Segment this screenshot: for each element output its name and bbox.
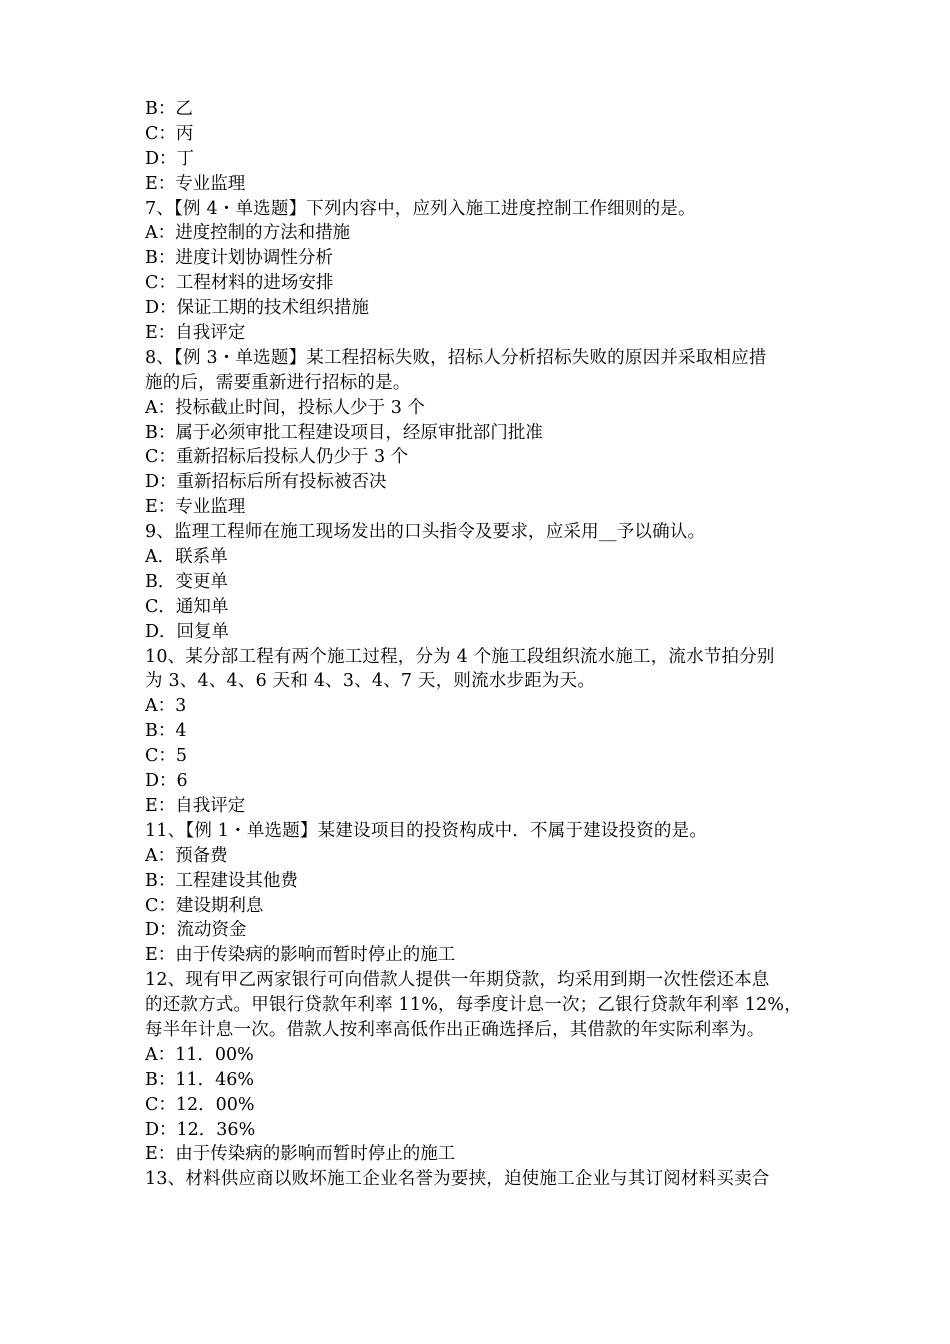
document-body (145, 97, 815, 1192)
answer-option-line: D．回复单 (145, 621, 230, 642)
answer-option-line: A：投标截止时间，投标人少于 3 个 (145, 397, 425, 418)
answer-option-line: E：自我评定 (145, 795, 246, 816)
question-text-line: 的还款方式。甲银行贷款年利率 11%，每季度计息一次；乙银行贷款年利率 12%， (145, 995, 802, 1016)
answer-option-line: D：6 (145, 771, 188, 792)
question-text-line: 9、监理工程师在施工现场发出的口头指令及要求，应采用__予以确认。 (145, 522, 706, 543)
question-text-line: 施的后，需要重新进行招标的是。 (145, 372, 411, 393)
answer-option-line: C：工程材料的进场安排 (145, 273, 334, 294)
answer-option-line: C：重新招标后投标人仍少于 3 个 (145, 447, 409, 468)
answer-option-line: B．变更单 (145, 571, 228, 592)
answer-option-line: D：丁 (145, 148, 195, 169)
answer-option-line: E：专业监理 (145, 173, 246, 194)
answer-option-line: C：丙 (145, 123, 194, 144)
answer-option-line: E：由于传染病的影响而暂时停止的施工 (145, 945, 456, 966)
question-text-line: 12、现有甲乙两家银行可向借款人提供一年期贷款，均采用到期一次性偿还本息 (145, 970, 770, 991)
answer-option-line: D：保证工期的技术组织措施 (145, 298, 370, 319)
question-text-line: 每半年计息一次。借款人按利率高低作出正确选择后，其借款的年实际利率为。 (145, 1019, 765, 1040)
answer-option-line: C：建设期利息 (145, 895, 264, 916)
answer-option-line: D：12．36% (145, 1119, 256, 1140)
question-text-line: 8、【例 3・单选题】某工程招标失败，招标人分析招标失败的原因并采取相应措 (145, 347, 767, 368)
question-text-line: 11、【例 1・单选题】某建设项目的投资构成中．不属于建设投资的是。 (145, 820, 708, 841)
answer-option-line: B：11．46% (145, 1069, 255, 1090)
answer-option-line: A：3 (145, 696, 187, 717)
answer-option-line: A：进度控制的方法和措施 (145, 223, 351, 244)
answer-option-line: D：流动资金 (145, 920, 247, 941)
answer-option-line: B：工程建设其他费 (145, 870, 298, 891)
answer-option-line: D：重新招标后所有投标被否决 (145, 472, 387, 493)
answer-option-line: B：进度计划协调性分析 (145, 248, 333, 269)
answer-option-line: A：预备费 (145, 845, 228, 866)
answer-option-line: C．通知单 (145, 596, 229, 617)
answer-option-line: E：由于传染病的影响而暂时停止的施工 (145, 1144, 456, 1165)
question-text-line: 为 3、4、4、6 天和 4、3、4、7 天，则流水步距为天。 (145, 671, 596, 692)
answer-option-line: A．联系单 (145, 547, 228, 568)
question-text-line: 13、材料供应商以败坏施工企业名誉为要挟，迫使施工企业与其订阅材料买卖合 (145, 1169, 770, 1190)
question-text-line: 7、【例 4・单选题】下列内容中，应列入施工进度控制工作细则的是。 (145, 198, 696, 219)
answer-option-line: B：4 (145, 721, 187, 742)
answer-option-line: B：属于必须审批工程建设项目，经原审批部门批准 (145, 422, 543, 443)
answer-option-line: B：乙 (145, 99, 193, 119)
answer-option-line: C：5 (145, 746, 188, 767)
answer-option-line: E：专业监理 (145, 497, 246, 518)
answer-option-line: E：自我评定 (145, 323, 246, 344)
answer-option-line: C：12．00% (145, 1094, 255, 1115)
answer-option-line: A：11．00% (145, 1044, 254, 1065)
question-text-line: 10、某分部工程有两个施工过程，分为 4 个施工段组织流水施工，流水节拍分别 (145, 646, 775, 667)
